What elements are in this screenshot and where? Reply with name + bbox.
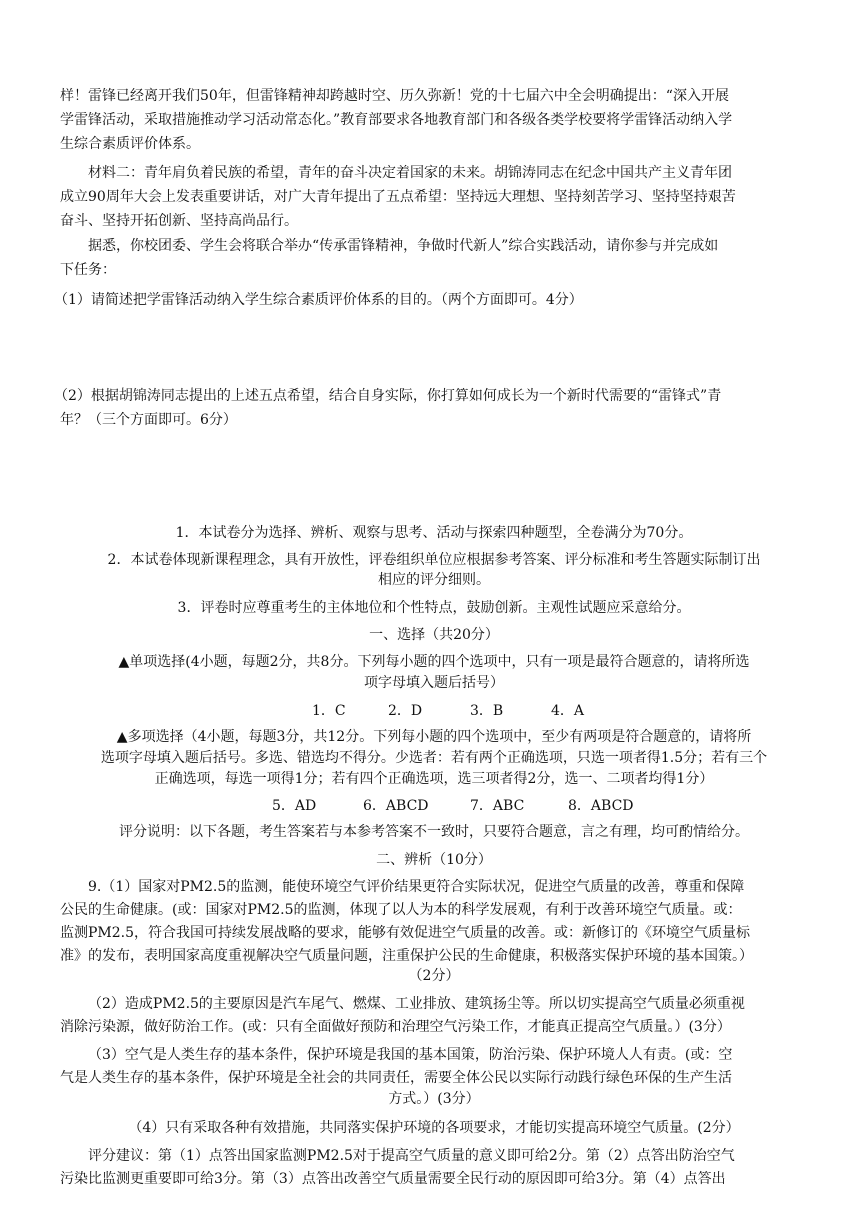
note-1: 1．本试卷分为选择、辨析、观察与思考、活动与探索四种题型，全卷满分为70分。: [175, 525, 693, 541]
multi-answer-8: 8．ABCD: [568, 798, 634, 814]
answer-1-line-1: 9.（1）国家对PM2.5的监测，能使环境空气评价结果更符合实际状况，促进空气质量的改善，尊重和保障: [88, 879, 745, 895]
answer-1-line-4: 准》的发布，表明国家高度重视解决空气质量问题，注重保护公民的生命健康，积极落实保护环境的基本国策。）: [60, 948, 753, 964]
material-two-line-1: 材料二：青年肩负着民族的希望，青年的奋斗决定着国家的未来。胡锦涛同志在纪念中国共产主义青年团: [88, 165, 732, 181]
question-2-line-2: 年？（三个方面即可。6分）: [60, 412, 237, 428]
single-answer-2: 2．D: [388, 703, 423, 719]
answer-3-line-1: （3）空气是人类生存的基本条件，保护环境是我国的基本国策，防治污染、保护环境人人有责。(或：空: [88, 1047, 733, 1063]
answer-1-line-2: 公民的生命健康。(或：国家对PM2.5的监测，体现了以人为本的科学发展观，有利于改善环境空气质量。或：: [60, 902, 742, 918]
multi-choice-line-3: 正确选项，每选一项得1分；若有四个正确选项，选三项者得2分，选一、二项者均得1分）: [154, 771, 714, 787]
question-2-line-1: （2）根据胡锦涛同志提出的上述五点希望，结合自身实际，你打算如何成长为一个新时代需要的“雷锋式”青: [54, 388, 722, 404]
multi-choice-line-1: ▲多项选择（4小题，每题3分，共12分。下列每小题的四个选项中，至少有两项是符合题意的，请将所: [116, 729, 752, 745]
section-1-heading: 一、选择（共20分）: [369, 627, 499, 643]
multi-answer-7: 7．ABC: [470, 798, 525, 814]
answer-4: （4）只有采取各种有效措施，共同落实保护环境的各项要求，才能切实提高环境空气质量。(2分）: [128, 1120, 740, 1136]
scoring-note: 评分说明：以下各题，考生答案若与本参考答案不一致时，只要符合题意，言之有理，均可酌情给分。: [119, 824, 749, 840]
answer-2-line-2: 消除污染源，做好防治工作。(或：只有全面做好预防和治理空气污染工作，才能真正提高空气质量。）(3分）: [60, 1019, 731, 1035]
multi-answer-5: 5．AD: [272, 798, 317, 814]
note-3: 3．评卷时应尊重考生的主体地位和个性特点，鼓励创新。主观性试题应采意给分。: [177, 600, 691, 616]
answer-3-line-2: 气是人类生存的基本条件，保护环境是全社会的共同责任，需要全体公民以实际行动践行绿色环保的生产生活: [60, 1070, 732, 1086]
note-2-line-2: 相应的评分细则。: [378, 572, 490, 588]
question-1: （1）请简述把学雷锋活动纳入学生综合素质评价体系的目的。（两个方面即可。4分）: [54, 292, 583, 308]
note-2-line-1: 2．本试卷体现新课程理念，具有开放性，评卷组织单位应根据参考答案、评分标准和考生答题实际制订出: [107, 552, 761, 568]
answer-1-line-3: 监测PM2.5，符合我国可持续发展战略的要求，能够有效促进空气质量的改善。或：新修订的《环境空气质量标: [60, 925, 751, 941]
single-answer-1: 1．C: [312, 703, 346, 719]
material-line-3: 生综合素质评价体系。: [60, 136, 200, 152]
answer-2-line-1: （2）造成PM2.5的主要原因是汽车尾气、燃煤、工业排放、建筑扬尘等。所以切实提高空气质量必须重视: [88, 996, 745, 1012]
answer-1-score: （2分）: [408, 968, 460, 984]
material-two-line-3: 奋斗、坚持开拓创新、坚持高尚品行。: [60, 213, 298, 229]
scoring-advice-line-2: 污染比监测更重要即可给3分。第（3）点答出改善空气质量需要全民行动的原因即可给3分。第（4）点答出: [60, 1171, 726, 1187]
multi-choice-line-2: 选项字母填入题后括号。多选、错选均不得分。少选者：若有两个正确选项，只选一项者得1.5分；若有三个: [100, 750, 768, 766]
single-choice-line-1: ▲单项选择(4小题，每题2分，共8分。下列每小题的四个选项中，只有一项是最符合题意的，请将所选: [118, 654, 750, 670]
scoring-advice-line-1: 评分建议：第（1）点答出国家监测PM2.5对于提高空气质量的意义即可给2分。第（2）点答出防治空气: [88, 1148, 735, 1164]
activity-intro-line-2: 下任务：: [60, 262, 116, 278]
material-two-line-2: 成立90周年大会上发表重要讲话，对广大青年提出了五点希望：坚持远大理想、坚持刻苦学习、坚持坚持艰苦: [60, 189, 736, 205]
material-line-2: 学雷锋活动，采取措施推动学习活动常态化。”教育部要求各地教育部门和各级各类学校要将学雷锋活动纳入学: [60, 112, 733, 128]
material-line-1: 样！雷锋已经离开我们50年，但雷锋精神却跨越时空、历久弥新！党的十七届六中全会明确提出：“深入开展: [60, 88, 729, 104]
section-2-heading: 二、辨析（10分）: [376, 852, 492, 868]
single-choice-line-2: 项字母填入题后括号）: [364, 675, 504, 691]
answer-3-line-3: 方式。）(3分）: [388, 1091, 480, 1107]
multi-answer-6: 6．ABCD: [363, 798, 429, 814]
single-answer-4: 4．A: [551, 703, 585, 719]
single-answer-3: 3．B: [470, 703, 504, 719]
activity-intro-line-1: 据悉，你校团委、学生会将联合举办“传承雷锋精神，争做时代新人”综合实践活动，请你参与并完成如: [88, 238, 719, 254]
